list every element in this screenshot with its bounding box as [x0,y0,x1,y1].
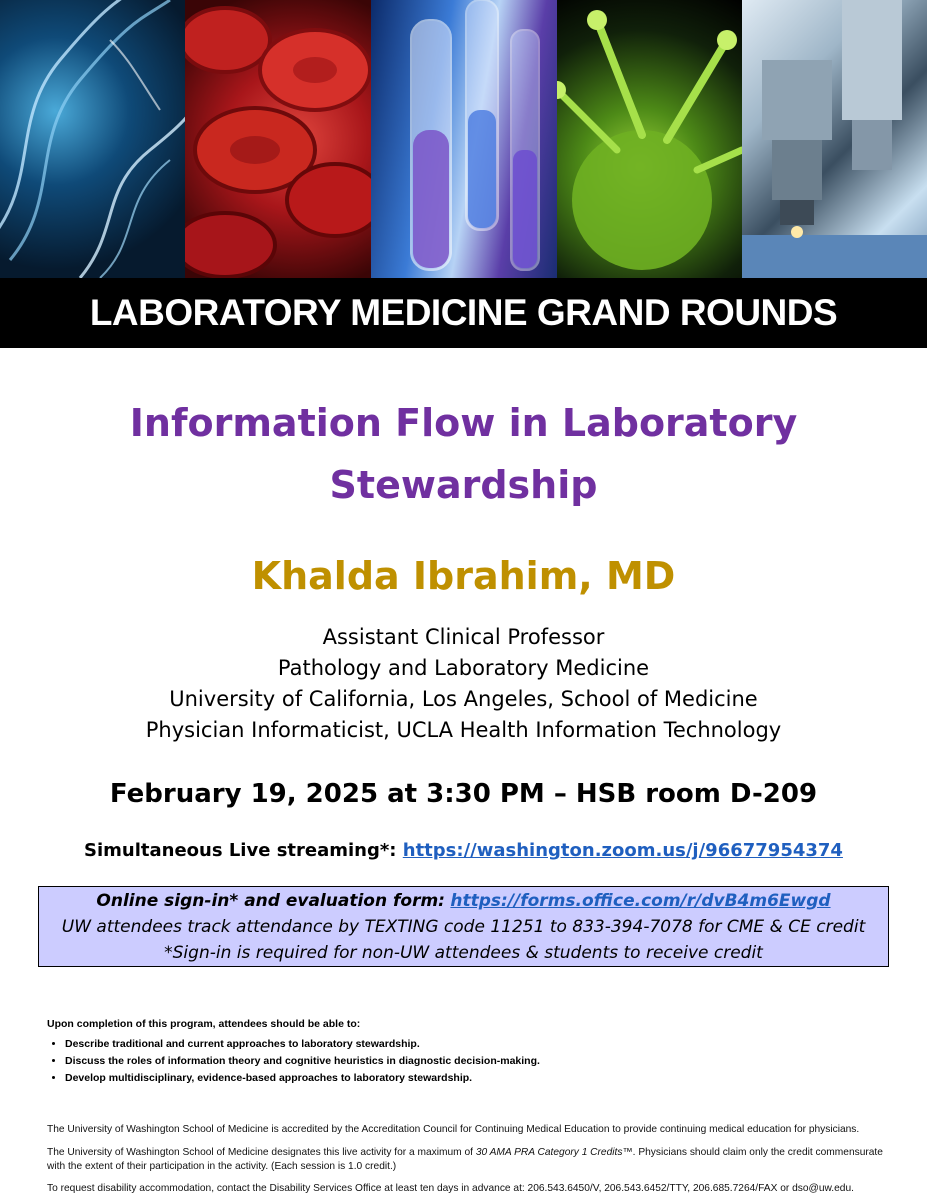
live-stream-line [0,836,927,866]
credit-designation-statement [47,1146,887,1174]
test-tubes-image [371,0,557,278]
accreditation-statement: The University of Washington School of Medicine is accredited by the Accreditation Council for Continuing Medical Education to provide continuing medical education for physicians. [47,1124,860,1135]
talk-title-line-1: Information Flow in Laboratory [129,401,798,445]
objective-item: • Discuss the roles of information theory and cognitive heuristics in diagnostic decision-making. [65,1055,887,1067]
affiliation-line: Physician Informaticist, UCLA Health Information Technology [145,718,782,742]
signin-form-link[interactable]: https://forms.office.com/r/dvB4m6Ewgd [450,891,831,911]
talk-title-line-2: Stewardship [329,463,598,507]
affiliation-line: University of California, Los Angeles, School of Medicine [169,687,758,711]
learning-objectives [47,1018,887,1089]
red-blood-cells-image [185,0,371,278]
stream-label: Simultaneous Live streaming*: [84,840,397,861]
objectives-list [47,1038,887,1084]
texting-instructions: UW attendees track attendance by TEXTING code 11251 to 833-394-7078 for CME & CE credit [61,917,866,937]
speaker-name: Khalda Ibrahim, MD [251,554,676,598]
microscope-image [742,0,927,278]
zoom-link[interactable]: https://washington.zoom.us/j/96677954374 [402,840,843,861]
objective-item: • Describe traditional and current approaches to laboratory stewardship. [65,1038,887,1050]
signin-label: Online sign-in* and evaluation form: [96,891,445,911]
signin-note: *Sign-in is required for non-UW attendees & students to receive credit [164,943,763,963]
affiliation-line: Assistant Clinical Professor [322,625,605,649]
signin-box [38,886,889,967]
affiliation-line: Pathology and Laboratory Medicine [277,656,650,680]
objectives-intro: Upon completion of this program, attendees should be able to: [47,1018,361,1030]
talk-title [60,392,867,516]
virus-image [557,0,742,278]
designation-credits: 30 AMA PRA Category 1 Credits™ [475,1147,633,1158]
designation-text-end: . Physicians should claim only the credit commensurate with the extent of their participation in the activity. (Each session is 1.0 credit.) [47,1147,883,1172]
disability-accommodation-statement: To request disability accommodation, contact the Disability Services Office at least ten days in advance at: 206.543.6450/V, 206.543.6452/TTY, 206.685.7264/FAX or dso@uw.edu. [47,1183,854,1194]
speaker-affiliations [0,622,927,746]
dna-image [0,0,185,278]
series-heading: LABORATORY MEDICINE GRAND ROUNDS [0,278,927,348]
designation-text: The University of Washington School of Medicine designates this live activity for a maximum of [47,1147,476,1158]
header-banner [0,0,927,278]
objective-item: • Develop multidisciplinary, evidence-based approaches to laboratory stewardship. [65,1072,887,1084]
signin-line [39,888,888,914]
event-datetime: February 19, 2025 at 3:30 PM – HSB room D-209 [109,779,818,809]
